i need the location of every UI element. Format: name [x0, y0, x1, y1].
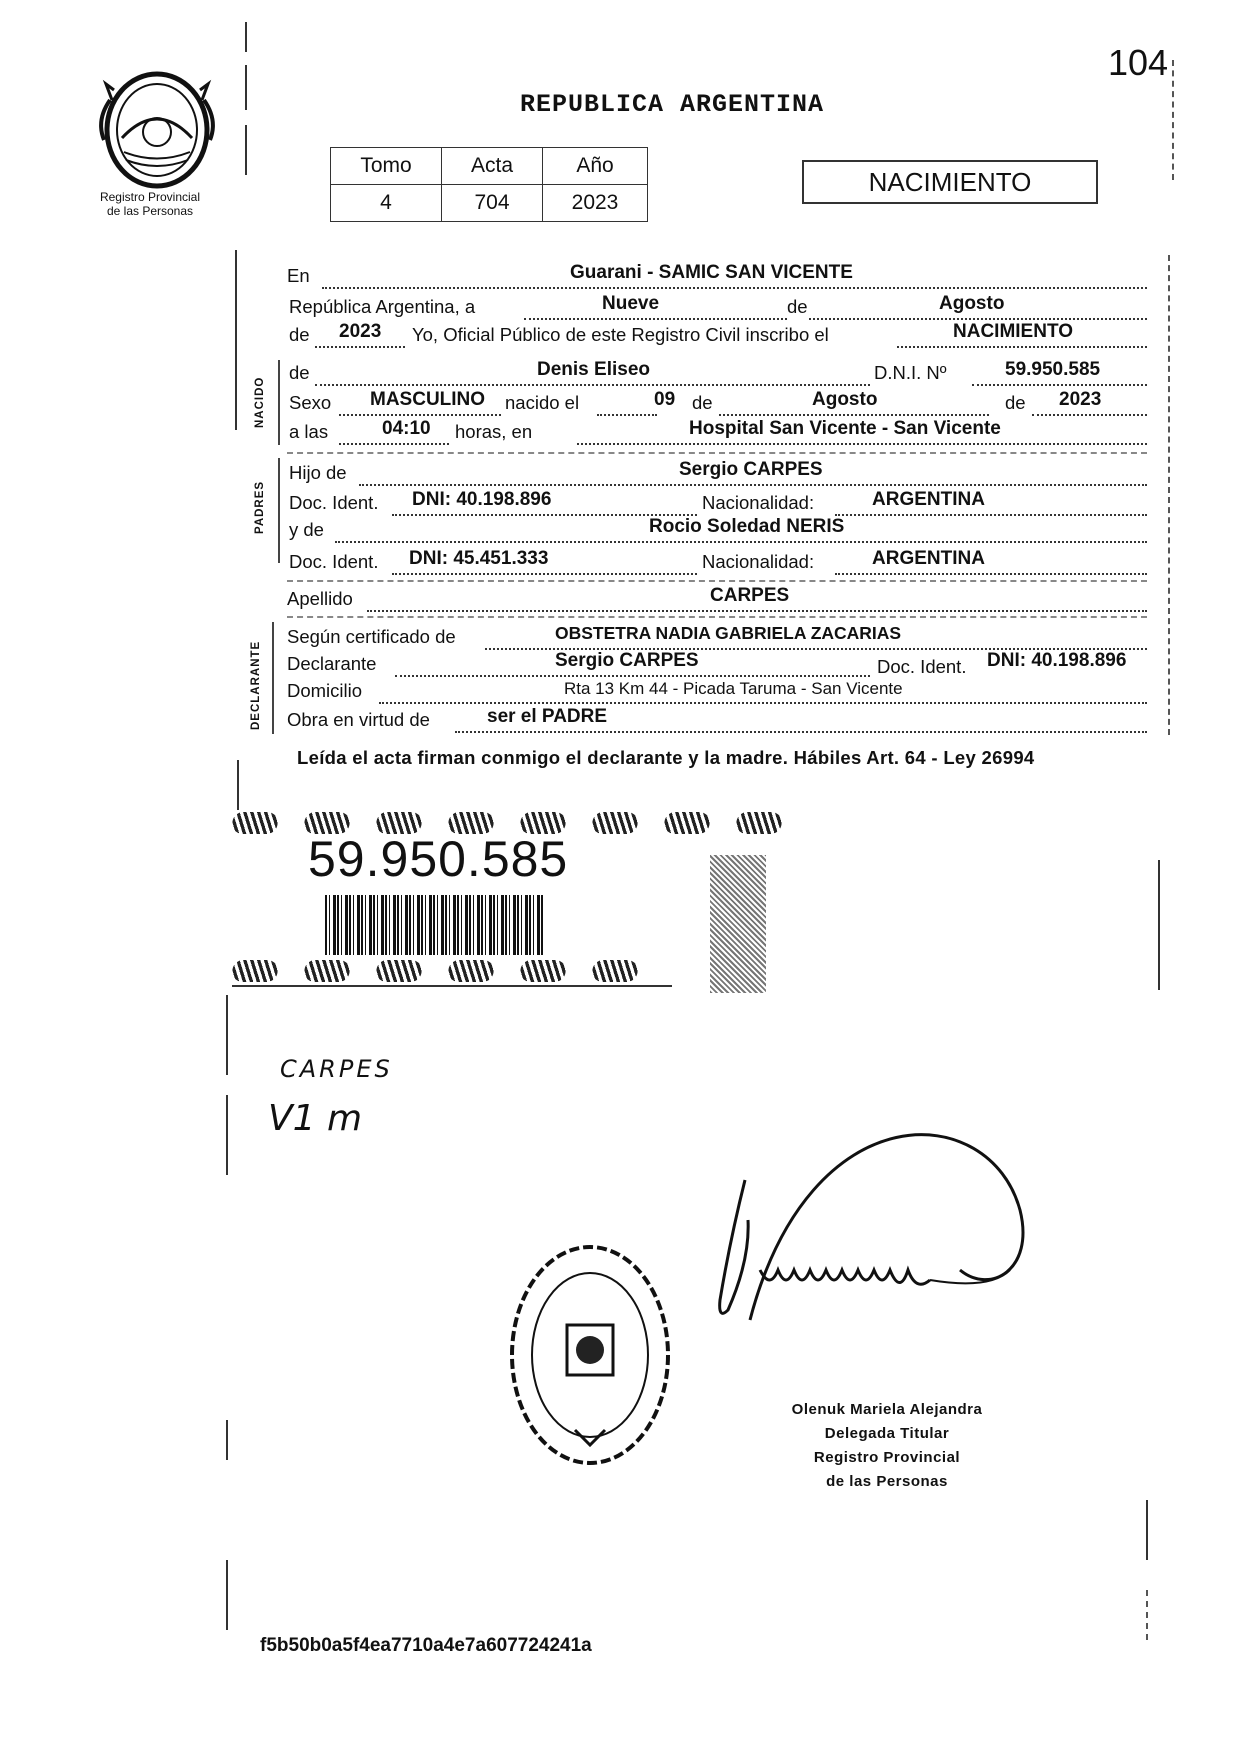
handwritten-initials: V1 m	[268, 1098, 363, 1139]
dotted-line	[835, 514, 1147, 516]
dotted-line	[897, 346, 1147, 348]
dotted-line	[339, 414, 501, 416]
margin-line	[235, 250, 237, 430]
margin-line-right	[1146, 1500, 1148, 1560]
birth-de2-label: de	[1005, 392, 1026, 413]
nacido-section-label: NACIDO	[254, 376, 266, 428]
birth-month: Agosto	[812, 389, 878, 410]
signature	[690, 1120, 1070, 1350]
margin-line	[245, 65, 247, 110]
horas-label: horas, en	[455, 421, 533, 442]
declarante-value: Sergio CARPES	[555, 650, 699, 671]
dotted-line	[395, 675, 870, 677]
section-divider	[278, 360, 280, 445]
margin-line-right	[1158, 860, 1160, 990]
margin-line	[226, 1560, 228, 1630]
dotted-line	[392, 573, 697, 575]
margin-line	[245, 125, 247, 175]
yde-label: y de	[289, 519, 324, 540]
sexo-value: MASCULINO	[370, 389, 486, 410]
logo-caption-line: Registro Provincial	[99, 190, 201, 204]
form-row-inscribe	[287, 321, 1147, 350]
madre-doc-value: DNI: 45.451.333	[409, 548, 549, 569]
dotted-line	[597, 414, 657, 416]
strip-underline	[232, 985, 672, 987]
declarante-doc-label: Doc. Ident.	[877, 656, 967, 677]
padre-doc-value: DNI: 40.198.896	[412, 489, 552, 510]
dotted-line	[359, 484, 1147, 486]
madre-nac-label: Nacionalidad:	[702, 551, 815, 572]
inscribe-value: NACIMIENTO	[953, 321, 1073, 342]
section-separator	[287, 580, 1147, 582]
dotted-line	[315, 384, 870, 386]
obra-value: ser el PADRE	[487, 706, 608, 727]
margin-line	[226, 1420, 228, 1460]
dotted-line	[972, 384, 1147, 386]
en-value: Guarani - SAMIC SAN VICENTE	[570, 262, 853, 283]
sexo-label: Sexo	[289, 392, 332, 413]
margin-line-right	[1172, 60, 1174, 180]
declarante-doc-value: DNI: 40.198.896	[987, 650, 1127, 671]
form-row-padre	[287, 459, 1147, 488]
handwritten-surname: CARPES	[280, 1055, 393, 1083]
record-value-ano: 2023	[543, 185, 648, 222]
signatory-role: Delegada Titular	[824, 1425, 950, 1442]
barcode	[325, 895, 545, 955]
section-separator	[287, 616, 1147, 618]
record-type-box: NACIMIENTO	[802, 160, 1098, 204]
obra-label: Obra en virtud de	[287, 709, 430, 730]
form-row-sexo	[287, 389, 1147, 418]
official-seal	[505, 1240, 675, 1470]
padre-doc-label: Doc. Ident.	[289, 492, 379, 513]
lugar-value: Hospital San Vicente - San Vicente	[689, 418, 1001, 439]
dotted-line	[809, 318, 1147, 320]
hora-value: 04:10	[382, 418, 431, 439]
hijo-label: Hijo de	[289, 462, 347, 483]
dotted-line	[367, 610, 1147, 612]
de-label: de	[787, 296, 808, 317]
security-pattern-bottom	[232, 960, 664, 986]
apellido-label: Apellido	[287, 588, 353, 609]
form-row-madre-doc	[287, 548, 1147, 577]
dni-value: 59.950.585	[1005, 359, 1101, 380]
record-value-tomo: 4	[331, 185, 442, 222]
padre-nac-label: Nacionalidad:	[702, 492, 815, 513]
form-row-nombre	[287, 359, 1147, 388]
nacido-label: nacido el	[505, 392, 580, 413]
margin-line	[237, 760, 239, 810]
section-divider	[278, 458, 280, 563]
record-header-tomo: Tomo	[331, 148, 442, 185]
month-value: Agosto	[939, 293, 1005, 314]
registry-logo	[92, 60, 222, 190]
segun-value: OBSTETRA NADIA GABRIELA ZACARIAS	[555, 623, 902, 643]
year-value: 2023	[339, 321, 382, 342]
legal-text: Leída el acta firman conmigo el declarante y la madre. Hábiles Art. 64 - Ley 26994	[297, 747, 1035, 768]
dotted-line	[719, 414, 989, 416]
dotted-line	[1032, 414, 1147, 416]
record-header-acta: Acta	[442, 148, 543, 185]
record-table	[330, 147, 648, 222]
margin-line-right	[1168, 255, 1170, 735]
declarante-label: Declarante	[287, 653, 377, 674]
madre-doc-label: Doc. Ident.	[289, 551, 379, 572]
padre-nac-value: ARGENTINA	[872, 489, 985, 510]
margin-line	[226, 1095, 228, 1175]
record-header-ano: Año	[543, 148, 648, 185]
birth-day: 09	[654, 389, 676, 410]
form-row-padre-doc	[287, 489, 1147, 518]
margin-line-right	[1146, 1590, 1148, 1640]
dotted-line	[577, 443, 1147, 445]
form-row-declarante	[287, 650, 1147, 679]
birth-de-label: de	[692, 392, 713, 413]
security-seal-image	[710, 855, 766, 993]
logo-caption	[80, 190, 220, 218]
republica-label: República Argentina, a	[289, 296, 476, 317]
nombre-value: Denis Eliseo	[537, 359, 650, 380]
domicilio-value: Rta 13 Km 44 - Picada Taruma - San Vicente	[564, 679, 903, 698]
id-number-large: 59.950.585	[308, 831, 569, 887]
form-row-hora	[287, 418, 1147, 447]
signatory-org-line: Registro Provincial	[813, 1449, 961, 1466]
page-number: 104	[1108, 42, 1169, 83]
day-value: Nueve	[602, 293, 660, 314]
form-row-obra	[287, 706, 1147, 735]
margin-line	[245, 22, 247, 52]
yo-text: Yo, Oficial Público de este Registro Civil inscribo el	[412, 324, 829, 345]
dotted-line	[315, 346, 405, 348]
form-row-apellido	[287, 585, 1147, 614]
form-row-en	[287, 262, 1147, 291]
year-label: de	[289, 324, 310, 345]
form-row-madre	[287, 516, 1147, 545]
dotted-line	[455, 731, 1147, 733]
apellido-value: CARPES	[710, 585, 790, 606]
dotted-line	[835, 573, 1147, 575]
padres-section-label: PADRES	[254, 480, 266, 534]
document-title: REPUBLICA ARGENTINA	[520, 90, 825, 119]
section-separator	[287, 452, 1147, 454]
record-value-acta: 704	[442, 185, 543, 222]
dni-label: D.N.I. Nº	[874, 362, 947, 383]
en-label: En	[287, 265, 310, 286]
logo-caption-line: de las Personas	[106, 204, 194, 218]
dotted-line	[322, 287, 1147, 289]
form-row-domicilio	[287, 680, 1147, 706]
dotted-line	[524, 318, 787, 320]
nombre-label: de	[289, 362, 310, 383]
signatory-block	[762, 1398, 1012, 1494]
signatory-org-line: de las Personas	[826, 1473, 948, 1490]
margin-line	[226, 995, 228, 1075]
dotted-line	[339, 443, 449, 445]
madre-value: Rocio Soledad NERIS	[649, 516, 845, 537]
domicilio-label: Domicilio	[287, 680, 363, 701]
segun-label: Según certificado de	[287, 626, 456, 647]
document-hash: f5b50b0a5f4ea7710a4e7a607724241a	[260, 1635, 592, 1656]
signatory-name: Olenuk Mariela Alejandra	[791, 1401, 983, 1418]
section-divider	[272, 622, 274, 734]
madre-nac-value: ARGENTINA	[872, 548, 985, 569]
declarante-section-label: DECLARANTE	[250, 640, 262, 730]
alas-label: a las	[289, 421, 329, 442]
padre-value: Sergio CARPES	[679, 459, 823, 480]
birth-year: 2023	[1059, 389, 1102, 410]
dotted-line	[379, 702, 1147, 704]
dotted-line	[335, 541, 1147, 543]
form-row-date	[287, 293, 1147, 322]
form-row-segun	[287, 623, 1147, 652]
